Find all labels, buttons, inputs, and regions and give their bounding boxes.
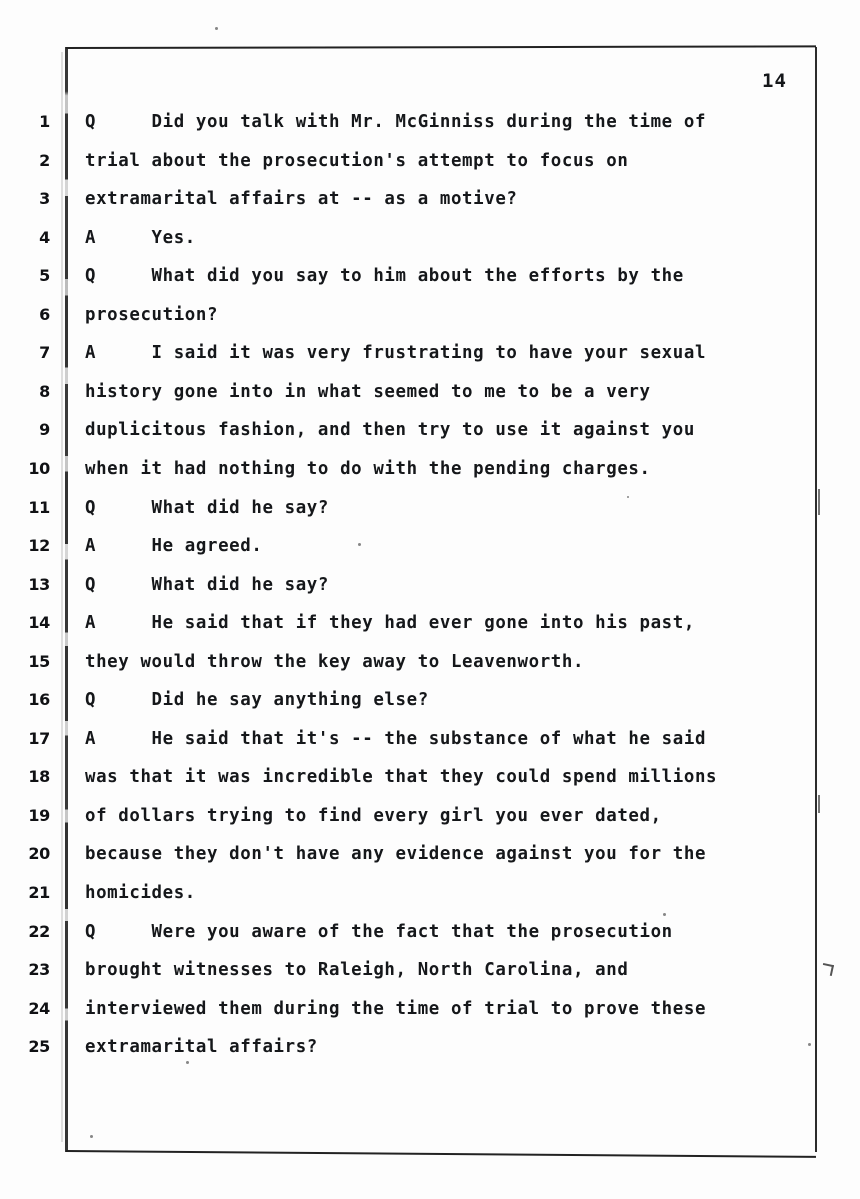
transcript-line: [0, 189, 860, 227]
line-number: 4: [39, 227, 50, 247]
transcript-line: [0, 690, 860, 728]
line-text: A He said that if they had ever gone into his past,: [85, 613, 695, 634]
line-text: Q Did he say anything else?: [85, 690, 429, 711]
line-number: 18: [28, 767, 50, 787]
line-number: 21: [28, 883, 50, 902]
transcript-line: [0, 883, 860, 921]
transcript-line: [0, 575, 860, 613]
line-number: 5: [39, 266, 50, 286]
line-number: 10: [28, 458, 50, 478]
line-number: 6: [39, 304, 50, 324]
line-text: Q Were you aware of the fact that the prosecution: [85, 921, 673, 942]
transcript-line: [0, 844, 860, 882]
line-number: 25: [28, 1037, 50, 1057]
line-number: 22: [28, 921, 50, 941]
line-number: 17: [28, 728, 50, 748]
transcript-line: [0, 729, 860, 767]
transcript-line: [0, 420, 860, 458]
line-text: of dollars trying to find every girl you ever dated,: [85, 805, 662, 826]
line-text: A He agreed.: [85, 536, 263, 557]
transcript-line: [0, 613, 860, 651]
line-number: 3: [39, 189, 50, 209]
scan-speck: [90, 1135, 93, 1138]
scan-speck: [186, 1061, 189, 1064]
line-text: Q What did you say to him about the efforts by the: [85, 266, 684, 287]
transcript-line: [0, 999, 860, 1037]
line-text: because they don't have any evidence against you for the: [85, 844, 707, 865]
page-number: 14: [762, 70, 787, 92]
line-text: Q Did you talk with Mr. McGinniss during the time of: [85, 112, 707, 132]
line-number: 14: [28, 613, 50, 633]
transcript-line: [0, 266, 860, 304]
line-text: Q What did he say?: [85, 574, 329, 595]
line-text: trial about the prosecution's attempt to focus on: [85, 150, 629, 171]
transcript-line: [0, 382, 860, 420]
scan-speck: [663, 913, 666, 916]
line-number: 20: [28, 844, 50, 864]
line-text: prosecution?: [85, 304, 219, 325]
line-text: A He said that it's -- the substance of what he said: [85, 728, 707, 749]
line-number: 15: [28, 651, 50, 671]
line-text: was that it was incredible that they could spend millions: [85, 767, 718, 788]
line-text: when it had nothing to do with the pending charges.: [85, 458, 651, 479]
line-text: brought witnesses to Raleigh, North Carolina, and: [85, 960, 629, 981]
line-text: extramarital affairs?: [85, 1037, 318, 1058]
transcript-line: [0, 652, 860, 690]
transcript-line: [0, 1037, 860, 1075]
scan-edge-artifact: [821, 963, 834, 976]
transcript-line: [0, 305, 860, 343]
line-text: they would throw the key away to Leavenworth.: [85, 651, 585, 672]
line-number: 16: [28, 690, 50, 710]
line-number: 8: [39, 381, 50, 401]
transcript-line: [0, 459, 860, 497]
scan-speck: [358, 543, 361, 546]
line-number: 9: [39, 420, 50, 440]
line-number: 11: [28, 497, 50, 517]
transcript-line: [0, 343, 860, 381]
transcript-line: [0, 536, 860, 574]
line-text: Q What did he say?: [85, 497, 329, 518]
line-number: 19: [28, 805, 50, 825]
line-text: history gone into in what seemed to me to be a very: [85, 381, 651, 402]
transcript-line: [0, 228, 860, 266]
line-number: 12: [28, 536, 50, 556]
transcript-line: [0, 960, 860, 998]
scan-edge-artifact: [818, 795, 820, 813]
transcript-line: [0, 806, 860, 844]
transcript-line: [0, 767, 860, 805]
transcript-line: [0, 498, 860, 536]
transcript-line: [0, 112, 860, 150]
scan-edge-artifact: [818, 489, 820, 515]
line-text: A I said it was very frustrating to have your sexual: [85, 343, 707, 364]
line-text: duplicitous fashion, and then try to use it against you: [85, 420, 695, 441]
line-number: 2: [39, 150, 50, 170]
line-number: 13: [28, 574, 50, 594]
line-number: 7: [39, 343, 50, 363]
line-text: interviewed them during the time of trial to prove these: [85, 998, 707, 1019]
line-text: homicides.: [85, 883, 196, 903]
transcript-line: [0, 151, 860, 189]
line-number: 23: [28, 960, 50, 980]
scan-speck: [808, 1043, 811, 1046]
line-number: 1: [39, 112, 50, 131]
line-text: extramarital affairs at -- as a motive?: [85, 189, 518, 210]
scan-speck: [627, 496, 629, 498]
scan-speck: [215, 27, 218, 30]
line-number: 24: [28, 998, 50, 1018]
line-text: A Yes.: [85, 227, 196, 248]
transcript-line: [0, 922, 860, 960]
